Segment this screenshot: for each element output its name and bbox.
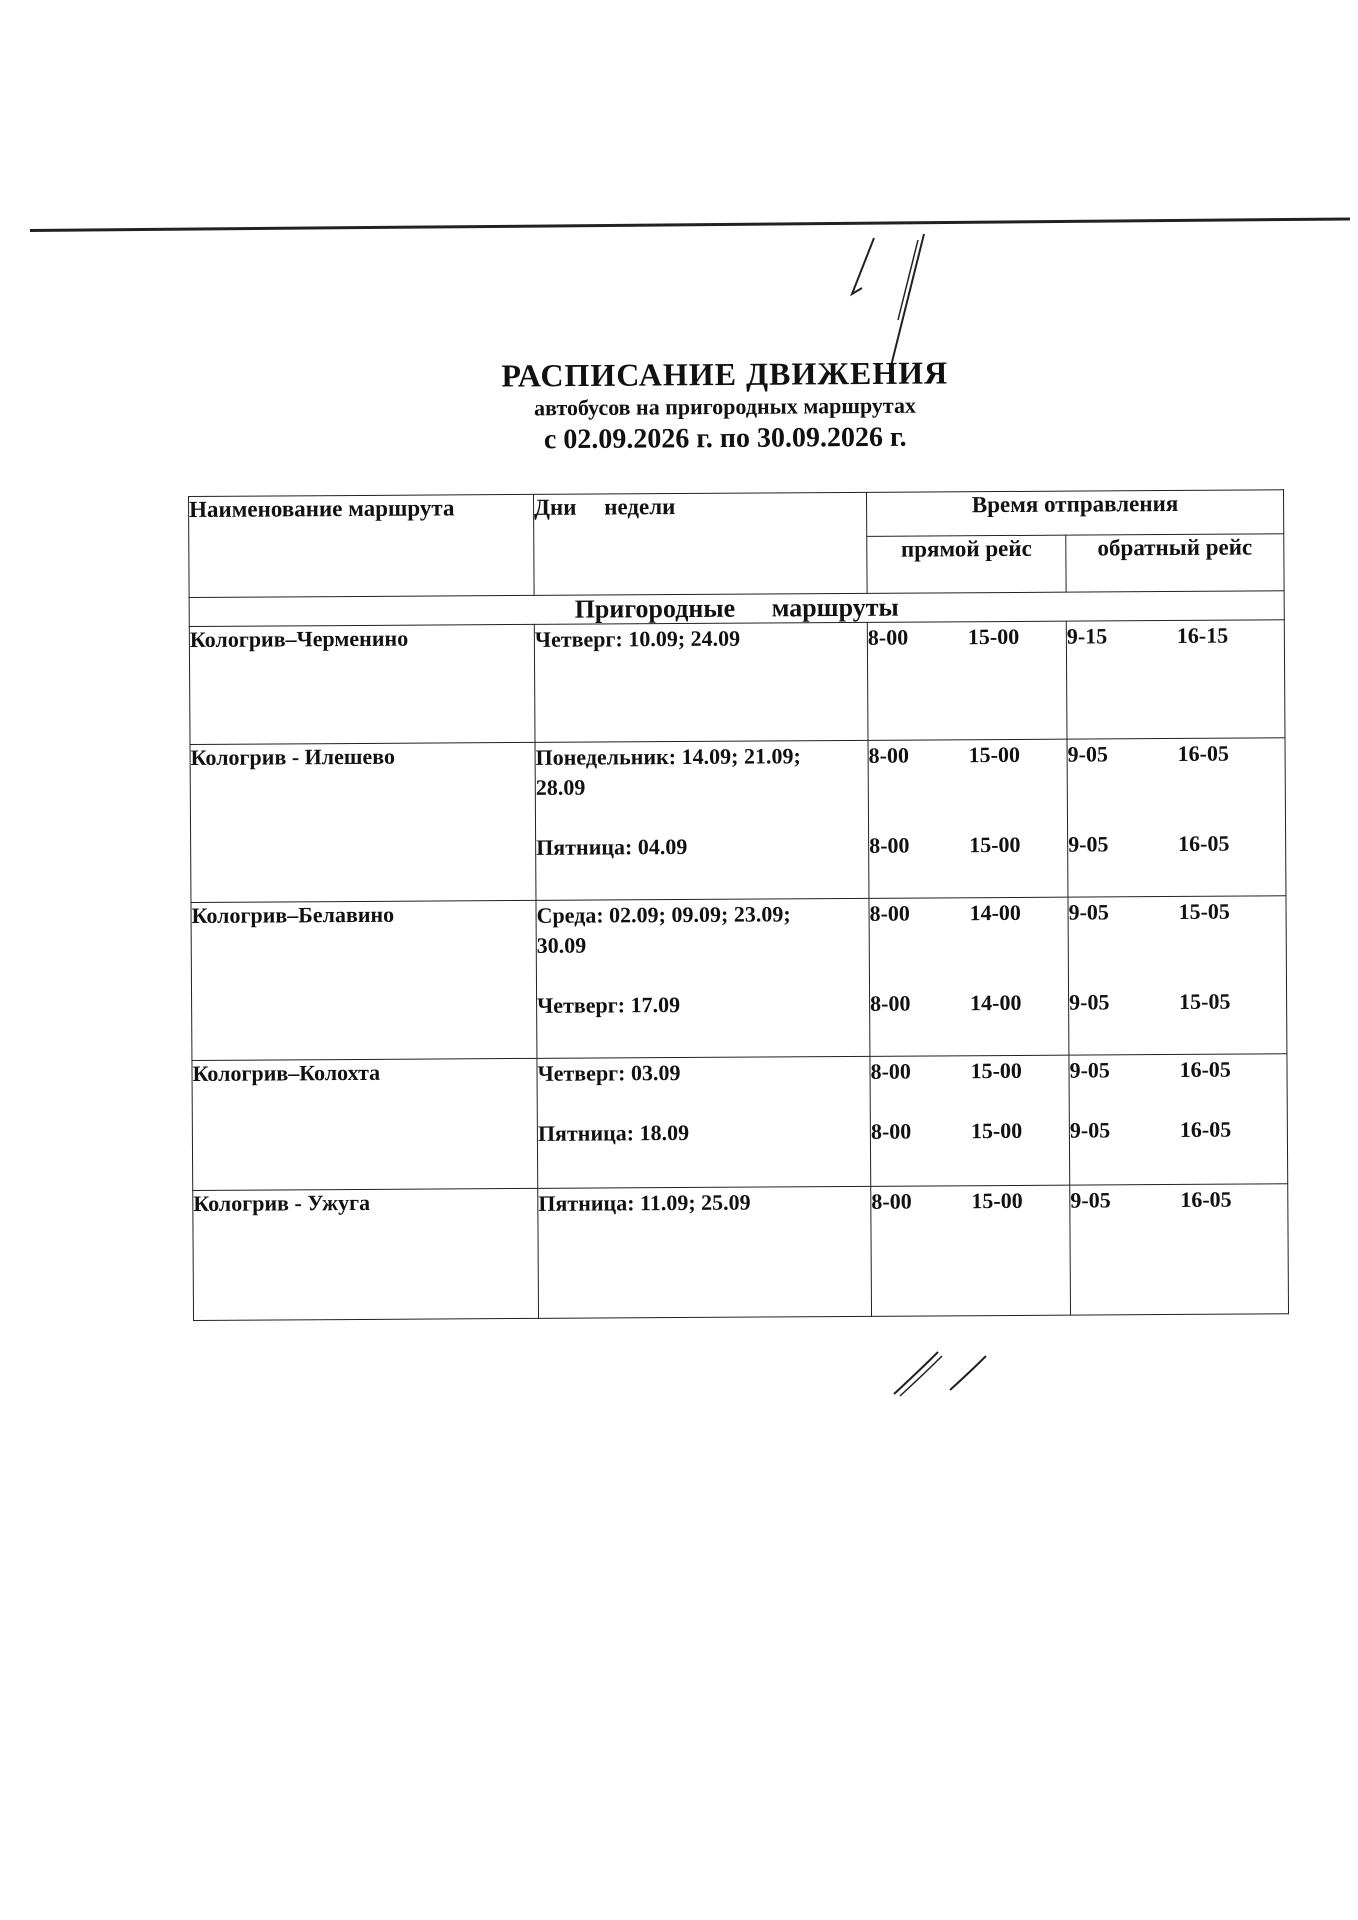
day-entry: Пятница: 04.09 xyxy=(536,833,688,860)
return-time: 15-05 xyxy=(1178,898,1230,924)
return-times xyxy=(1066,620,1285,739)
return-time: 16-05 xyxy=(1177,740,1229,766)
return-time: 9-05 xyxy=(1068,899,1109,925)
forward-times xyxy=(870,1055,1070,1186)
header-return: обратный рейс xyxy=(1066,534,1284,593)
forward-time: 15-00 xyxy=(970,1057,1022,1084)
schedule-table xyxy=(188,489,1289,1321)
scan-divider-line xyxy=(30,217,1350,232)
day-entry: Пятница: 11.09; 25.09 xyxy=(538,1189,751,1216)
title-block xyxy=(0,350,1358,462)
schedule-period: с 02.09.2026 г. по 30.09.2026 г. xyxy=(543,421,907,456)
forward-time: 8-00 xyxy=(869,900,910,926)
header-route: Наименование маршрута xyxy=(189,494,535,597)
forward-times xyxy=(869,897,1069,1056)
header-forward: прямой рейс xyxy=(867,535,1066,593)
table-row xyxy=(191,896,1287,1061)
forward-time: 8-00 xyxy=(867,624,909,650)
forward-times xyxy=(868,739,1068,898)
return-time: 9-05 xyxy=(1069,989,1110,1015)
return-time: 9-05 xyxy=(1069,1057,1110,1083)
return-time: 9-15 xyxy=(1066,623,1108,649)
return-times xyxy=(1070,1184,1289,1315)
day-entry: Понедельник: 14.09; 21.09; 28.09 xyxy=(535,743,801,800)
days-cell xyxy=(534,622,868,742)
forward-time: 15-00 xyxy=(969,831,1021,858)
document-subtitle: автобусов на пригородных маршрутах xyxy=(533,392,917,421)
forward-time: 15-00 xyxy=(970,1117,1023,1144)
table-row xyxy=(192,1054,1288,1191)
forward-time: 15-00 xyxy=(967,623,1020,650)
return-time: 15-05 xyxy=(1179,988,1231,1014)
forward-time: 8-00 xyxy=(870,990,911,1016)
route-name: Кологрив - Илешево xyxy=(190,742,536,902)
forward-time: 14-00 xyxy=(969,899,1021,926)
table-row xyxy=(190,738,1286,903)
header-departure: Время отправления xyxy=(866,490,1283,536)
forward-time: 8-00 xyxy=(871,1188,912,1214)
day-entry: Пятница: 18.09 xyxy=(537,1119,690,1146)
return-time: 16-05 xyxy=(1179,1116,1232,1142)
return-time: 9-05 xyxy=(1069,1117,1111,1143)
day-entry: Четверг: 03.09 xyxy=(537,1060,681,1086)
table-row xyxy=(193,1184,1289,1321)
header-row xyxy=(189,490,1284,540)
return-time: 9-05 xyxy=(1070,1187,1111,1213)
forward-time: 14-00 xyxy=(970,989,1022,1016)
return-time: 9-05 xyxy=(1068,831,1109,857)
days-cell xyxy=(537,1056,871,1188)
return-time: 9-05 xyxy=(1067,741,1108,767)
forward-time: 15-00 xyxy=(968,741,1020,768)
forward-time: 8-00 xyxy=(870,1118,912,1144)
handwritten-mark-bottom xyxy=(890,1350,1000,1400)
return-time: 16-05 xyxy=(1179,1056,1231,1082)
schedule-table-wrapper xyxy=(188,489,1288,1321)
return-time: 16-15 xyxy=(1176,622,1229,648)
day-entry: Среда: 02.09; 09.09; 23.09; 30.09 xyxy=(536,901,791,958)
forward-time: 8-00 xyxy=(870,1058,911,1084)
return-times xyxy=(1069,1054,1288,1185)
forward-time: 15-00 xyxy=(971,1187,1023,1214)
day-entry: Четверг: 17.09 xyxy=(537,992,681,1018)
route-name: Кологрив - Ужуга xyxy=(193,1188,539,1320)
forward-times xyxy=(871,1185,1071,1316)
route-name: Кологрив–Черменино xyxy=(189,624,535,744)
route-name: Кологрив–Колохта xyxy=(192,1058,538,1190)
return-time: 16-05 xyxy=(1178,830,1230,856)
forward-time: 8-00 xyxy=(869,832,910,858)
days-cell xyxy=(538,1186,872,1318)
route-name: Кологрив–Белавино xyxy=(191,900,537,1060)
days-cell xyxy=(535,740,869,900)
days-cell xyxy=(536,898,870,1058)
forward-time: 8-00 xyxy=(868,742,910,768)
section-title: Пригородные маршруты xyxy=(189,591,1284,627)
header-days: Дни недели xyxy=(533,492,867,595)
day-entry: Четверг: 10.09; 24.09 xyxy=(534,625,741,652)
document-title: РАСПИСАНИЕ ДВИЖЕНИЯ xyxy=(501,354,949,394)
table-row xyxy=(189,620,1285,745)
return-times xyxy=(1068,896,1287,1055)
return-times xyxy=(1067,738,1286,897)
return-time: 16-05 xyxy=(1180,1186,1232,1212)
forward-times xyxy=(867,621,1067,740)
